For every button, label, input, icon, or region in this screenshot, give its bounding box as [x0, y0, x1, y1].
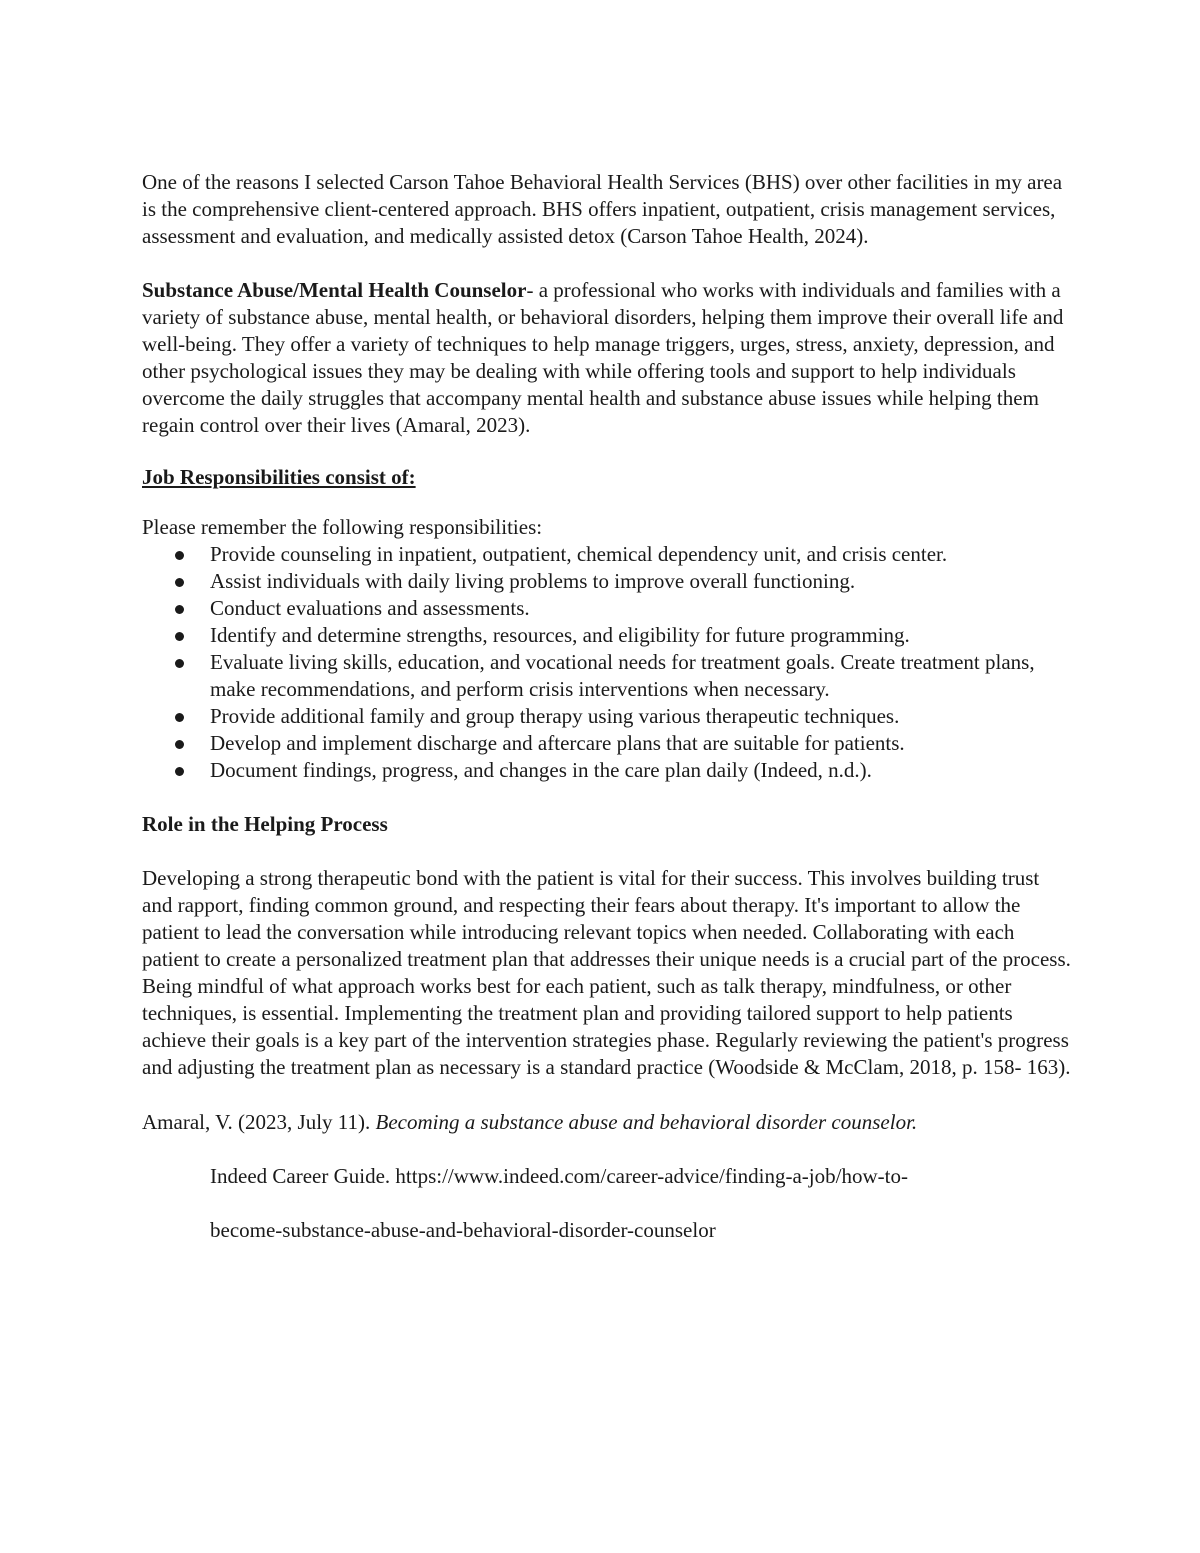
definition-term: Substance Abuse/Mental Health Counselor [142, 278, 527, 302]
bullet-icon [175, 578, 184, 587]
list-item [142, 757, 1072, 784]
list-item [142, 595, 1072, 622]
bullet-icon [175, 767, 184, 776]
list-item-text: Evaluate living skills, education, and vocational needs for treatment goals. Create treatment plans, make recommendations, and perform crisis interventions when necessary. [210, 650, 1035, 701]
definition-paragraph [142, 277, 1072, 439]
list-item [142, 622, 1072, 649]
responsibilities-heading: Job Responsibilities consist of: [142, 465, 416, 489]
list-item [142, 730, 1072, 757]
bullet-icon [175, 605, 184, 614]
bullet-icon [175, 551, 184, 560]
definition-text: - a professional who works with individuals and families with a variety of substance abuse, mental health, or behavioral disorders, helping them improve their overall life and well-being. They offer a variety of techniques to help manage triggers, urges, stress, anxiety, depression, and other psychological issues they may be dealing with while offering tools and support to help individuals overcome the daily struggles that accompany mental health and substance abuse issues while helping them regain control over their lives (Amaral, 2023). [142, 278, 1064, 437]
bullet-icon [175, 713, 184, 722]
responsibilities-lead: Please remember the following responsibilities: [142, 515, 543, 539]
list-item-text: Assist individuals with daily living problems to improve overall functioning. [210, 569, 856, 593]
bullet-icon [175, 632, 184, 641]
role-paragraph: Developing a strong therapeutic bond with the patient is vital for their success. This involves building trust and rapport, finding common ground, and respecting their fears about therapy. It's important to allow the patient to lead the conversation while introducing relevant topics when needed. Collaborating with each patient to create a personalized treatment plan that addresses their unique needs is a crucial part of the process. Being mindful of what approach works best for each patient, such as talk therapy, mindfulness, or other techniques, is essential. Implementing the treatment plan and providing tailored support to help patients achieve their goals is a key part of the intervention strategies phase. Regularly reviewing the patient's progress and adjusting the treatment plan as necessary is a standard practice (Woodside & McClam, 2018, p. 158- 163). [142, 866, 1071, 1079]
role-heading: Role in the Helping Process [142, 812, 388, 836]
list-item [142, 649, 1072, 703]
document-page [142, 169, 1072, 1244]
list-item-text: Conduct evaluations and assessments. [210, 596, 530, 620]
reference-author-date: Amaral, V. (2023, July 11). [142, 1110, 376, 1134]
reference-source-line-2: become-substance-abuse-and-behavioral-disorder-counselor [210, 1218, 716, 1242]
list-item [142, 541, 1072, 568]
responsibilities-list [142, 541, 1072, 784]
list-item-text: Provide additional family and group therapy using various therapeutic techniques. [210, 704, 900, 728]
list-item-text: Provide counseling in inpatient, outpatient, chemical dependency unit, and crisis center. [210, 542, 948, 566]
reference-title: Becoming a substance abuse and behavioral disorder counselor. [375, 1110, 918, 1134]
bullet-icon [175, 659, 184, 668]
list-item-text: Identify and determine strengths, resources, and eligibility for future programming. [210, 623, 910, 647]
intro-paragraph: One of the reasons I selected Carson Tahoe Behavioral Health Services (BHS) over other facilities in my area is the comprehensive client-centered approach. BHS offers inpatient, outpatient, crisis management services, assessment and evaluation, and medically assisted detox (Carson Tahoe Health, 2024). [142, 170, 1063, 248]
reference-source-line-1: Indeed Career Guide. https://www.indeed.com/career-advice/finding-a-job/how-to- [210, 1164, 908, 1188]
bullet-icon [175, 740, 184, 749]
list-item [142, 703, 1072, 730]
list-item-text: Develop and implement discharge and aftercare plans that are suitable for patients. [210, 731, 905, 755]
list-item-text: Document findings, progress, and changes in the care plan daily (Indeed, n.d.). [210, 758, 872, 782]
list-item [142, 568, 1072, 595]
reference-entry [142, 1109, 1072, 1136]
